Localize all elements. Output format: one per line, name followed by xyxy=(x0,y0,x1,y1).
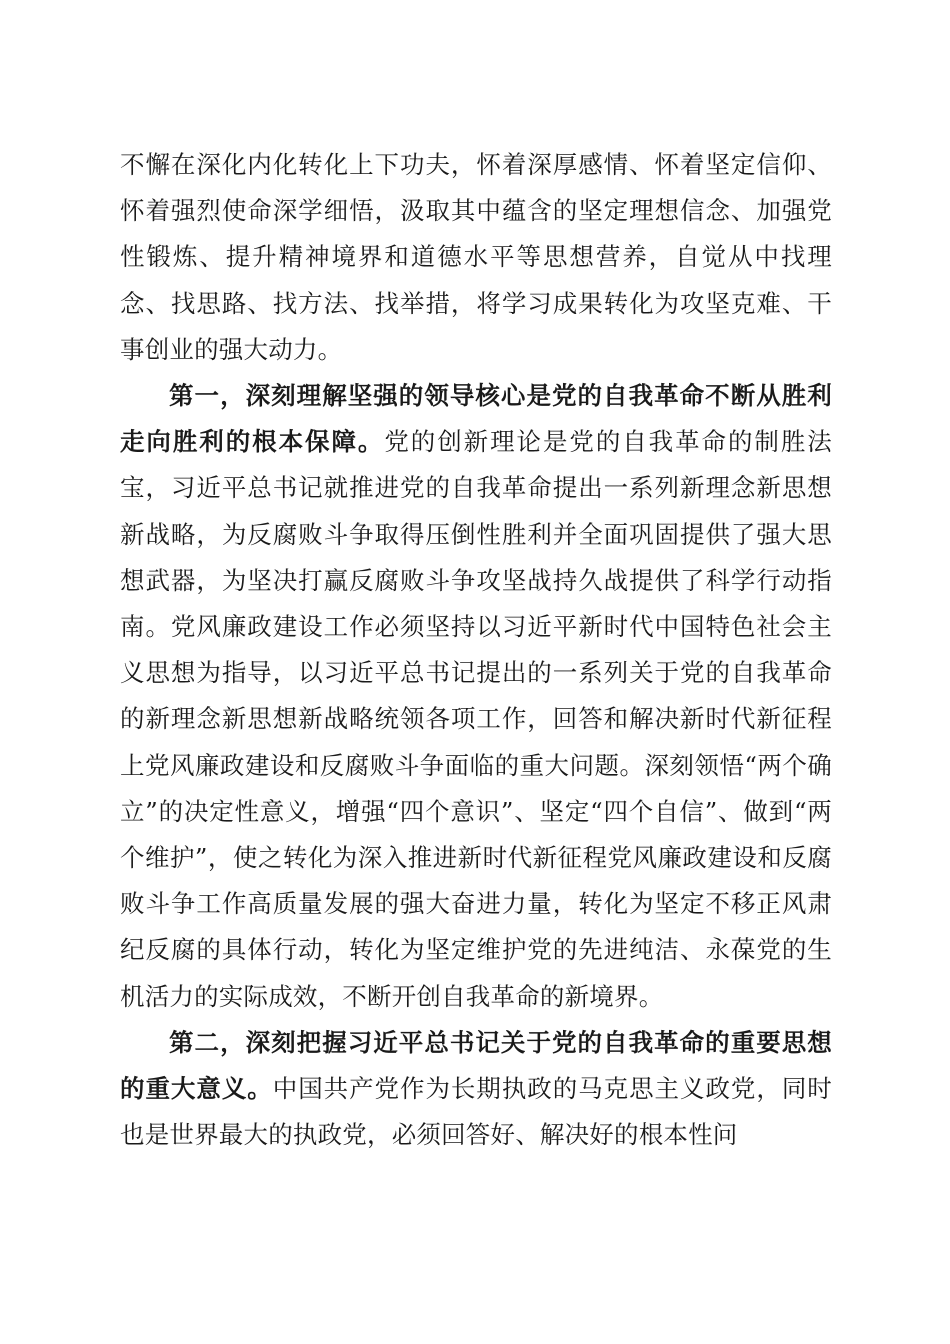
paragraph-text: 中国共产党作为长期执政的马克思主义政党，同时也是世界最大的执政党，必须回答好、解决好的根本性问 xyxy=(120,1074,832,1150)
paragraph-second-point xyxy=(120,1020,832,1159)
paragraph-first-point xyxy=(120,373,832,1020)
paragraph-text: 党的创新理论是党的自我革命的制胜法宝，习近平总书记就推进党的自我革命提出一系列新理念新思想新战略，为反腐败斗争取得压倒性胜利并全面巩固提供了强大思想武器，为坚决打赢反腐败斗争攻坚战持久战提供了科学行动指南。党风廉政建设工作必须坚持以习近平新时代中国特色社会主义思想为指导，以习近平总书记提出的一系列关于党的自我革命的新理念新思想新战略统领各项工作，回答和解决新时代新征程上党风廉政建设和反腐败斗争面临的重大问题。深刻领悟“两个确立”的决定性意义，增强“四个意识”、坚定“四个自信”、做到“两个维护”，使之转化为深入推进新时代新征程党风廉政建设和反腐败斗争工作高质量发展的强大奋进力量，转化为坚定不移正风肃纪反腐的具体行动，转化为坚定维护党的先进纯洁、永葆党的生机活力的实际成效，不断开创自我革命的新境界。 xyxy=(120,427,832,1011)
document-body xyxy=(120,142,832,1158)
paragraph-lead-heading: 第二，深刻把握习近平总书记关于党的自我革命的重要思想的重大意义。 xyxy=(120,1027,832,1104)
paragraph-continuation xyxy=(120,142,832,373)
paragraph-text: 不懈在深化内化转化上下功夫，怀着深厚感情、怀着坚定信仰、怀着强烈使命深学细悟，汲取其中蕴含的坚定理想信念、加强党性锻炼、提升精神境界和道德水平等思想营养，自觉从中找理念、找思路、找方法、找举措，将学习成果转化为攻坚克难、干事创业的强大动力。 xyxy=(120,150,832,364)
paragraph-lead-heading: 第一，深刻理解坚强的领导核心是党的自我革命不断从胜利走向胜利的根本保障。 xyxy=(120,381,832,457)
